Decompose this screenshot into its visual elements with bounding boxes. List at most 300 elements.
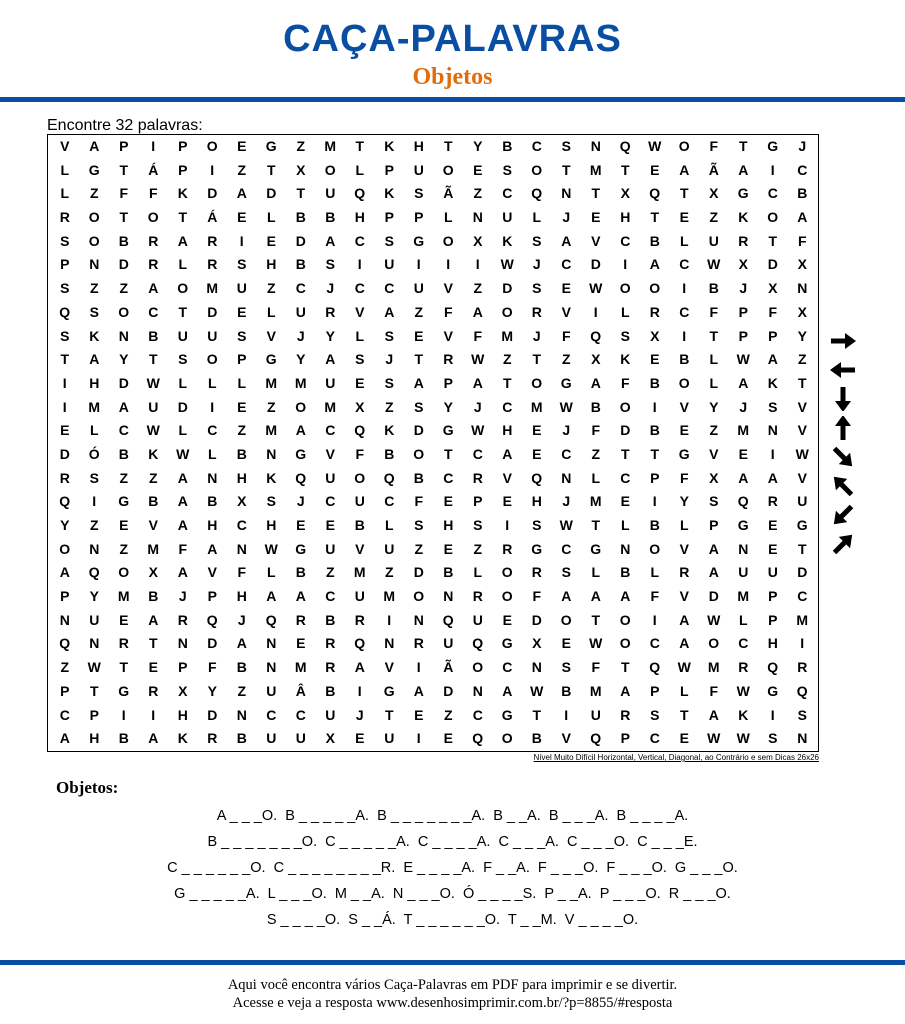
grid-cell[interactable]: C [502, 185, 513, 202]
grid-cell[interactable]: R [472, 469, 483, 486]
grid-cell[interactable]: U [89, 611, 100, 628]
grid-cell[interactable]: T [591, 185, 601, 202]
grid-cell[interactable]: O [649, 540, 661, 557]
grid-cell[interactable]: M [353, 564, 366, 581]
grid-cell[interactable]: J [473, 398, 482, 415]
grid-cell[interactable]: D [207, 303, 218, 320]
grid-cell[interactable]: B [148, 493, 159, 510]
grid-cell[interactable]: A [738, 161, 749, 178]
grid-cell[interactable]: S [414, 185, 424, 202]
grid-cell[interactable]: O [501, 564, 513, 581]
grid-cell[interactable]: F [119, 185, 129, 202]
grid-cell[interactable]: U [236, 280, 247, 297]
grid-cell[interactable]: A [561, 588, 572, 605]
grid-cell[interactable]: J [739, 280, 748, 297]
grid-cell[interactable]: T [679, 706, 689, 723]
grid-cell[interactable]: J [296, 327, 305, 344]
grid-cell[interactable]: A [89, 138, 100, 154]
grid-cell[interactable]: M [88, 398, 101, 415]
grid-cell[interactable]: S [384, 374, 394, 391]
grid-cell[interactable]: K [384, 422, 395, 439]
grid-cell[interactable]: V [148, 517, 158, 533]
grid-cell[interactable]: E [355, 374, 365, 391]
grid-cell[interactable]: K [767, 374, 778, 391]
grid-cell[interactable]: R [649, 303, 660, 320]
grid-cell[interactable]: Z [119, 469, 129, 486]
grid-cell[interactable]: Y [797, 327, 807, 344]
grid-cell[interactable]: E [679, 422, 689, 439]
grid-cell[interactable]: L [178, 374, 188, 391]
grid-cell[interactable]: Q [531, 469, 543, 486]
grid-cell[interactable]: K [620, 351, 631, 368]
grid-cell[interactable]: E [591, 209, 601, 226]
grid-cell[interactable]: G [265, 351, 277, 368]
grid-cell[interactable]: I [682, 327, 687, 344]
grid-cell[interactable]: C [384, 493, 395, 510]
grid-cell[interactable]: D [767, 256, 778, 273]
grid-cell[interactable]: K [502, 232, 513, 249]
grid-cell[interactable]: V [591, 232, 601, 249]
grid-cell[interactable]: A [590, 374, 601, 391]
grid-cell[interactable]: L [266, 564, 276, 581]
grid-cell[interactable]: N [443, 588, 454, 605]
grid-cell[interactable]: C [354, 280, 365, 297]
grid-cell[interactable]: S [561, 659, 571, 676]
grid-cell[interactable]: N [89, 256, 100, 273]
grid-cell[interactable]: O [501, 588, 513, 605]
grid-cell[interactable]: F [768, 303, 778, 320]
grid-cell[interactable]: S [797, 706, 807, 723]
grid-cell[interactable]: T [89, 682, 99, 699]
grid-cell[interactable]: W [146, 422, 160, 439]
grid-cell[interactable]: N [472, 209, 483, 226]
grid-cell[interactable]: R [325, 659, 336, 676]
grid-cell[interactable]: S [532, 232, 542, 249]
grid-cell[interactable]: S [650, 706, 660, 723]
grid-cell[interactable]: B [325, 682, 336, 699]
grid-cell[interactable]: D [266, 185, 277, 202]
grid-cell[interactable]: Z [119, 280, 129, 297]
grid-cell[interactable]: N [118, 327, 129, 344]
grid-cell[interactable]: K [89, 327, 100, 344]
grid-cell[interactable]: B [679, 351, 690, 368]
grid-cell[interactable]: H [207, 517, 218, 533]
grid-cell[interactable]: R [325, 303, 336, 320]
grid-cell[interactable]: D [797, 564, 808, 581]
grid-cell[interactable]: Z [473, 540, 483, 557]
grid-cell[interactable]: B [118, 730, 129, 747]
grid-cell[interactable]: O [649, 280, 661, 297]
grid-cell[interactable]: N [472, 682, 483, 699]
grid-cell[interactable]: O [442, 232, 454, 249]
grid-cell[interactable]: N [738, 540, 749, 557]
grid-cell[interactable]: C [236, 517, 247, 533]
grid-cell[interactable]: Z [709, 209, 719, 226]
grid-cell[interactable]: N [236, 706, 247, 723]
grid-cell[interactable]: W [707, 256, 721, 273]
grid-cell[interactable]: N [620, 540, 631, 557]
grid-cell[interactable]: G [737, 185, 749, 202]
grid-cell[interactable]: D [708, 588, 719, 605]
grid-cell[interactable]: C [561, 256, 572, 273]
grid-cell[interactable]: Q [206, 611, 218, 628]
grid-cell[interactable]: X [355, 398, 365, 415]
grid-cell[interactable]: C [325, 493, 336, 510]
grid-cell[interactable]: I [416, 256, 421, 273]
grid-cell[interactable]: T [797, 374, 807, 391]
grid-cell[interactable]: C [325, 588, 336, 605]
grid-cell[interactable]: C [148, 303, 159, 320]
grid-cell[interactable]: L [679, 232, 689, 249]
grid-cell[interactable]: O [619, 398, 631, 415]
grid-cell[interactable]: J [562, 422, 571, 439]
grid-cell[interactable]: H [354, 209, 365, 226]
grid-cell[interactable]: Y [473, 138, 483, 154]
grid-cell[interactable]: O [708, 635, 720, 652]
grid-cell[interactable]: W [176, 445, 190, 462]
grid-cell[interactable]: C [531, 138, 542, 154]
grid-cell[interactable]: Q [590, 327, 602, 344]
grid-cell[interactable]: R [148, 682, 159, 699]
grid-cell[interactable]: A [502, 682, 513, 699]
grid-cell[interactable]: C [266, 706, 277, 723]
grid-cell[interactable]: V [679, 398, 689, 415]
grid-cell[interactable]: M [737, 422, 750, 439]
grid-cell[interactable]: U [325, 185, 336, 202]
grid-cell[interactable]: F [561, 327, 571, 344]
grid-cell[interactable]: T [119, 161, 129, 178]
grid-cell[interactable]: R [767, 493, 778, 510]
grid-cell[interactable]: P [650, 469, 660, 486]
grid-cell[interactable]: W [146, 374, 160, 391]
grid-cell[interactable]: M [707, 659, 720, 676]
grid-cell[interactable]: W [736, 351, 750, 368]
grid-cell[interactable]: T [591, 611, 601, 628]
grid-cell[interactable]: R [502, 540, 513, 557]
grid-cell[interactable]: L [266, 209, 276, 226]
grid-cell[interactable]: X [296, 161, 306, 178]
grid-cell[interactable]: B [295, 256, 306, 273]
grid-cell[interactable]: H [236, 469, 247, 486]
grid-cell[interactable]: M [265, 374, 278, 391]
grid-cell[interactable]: I [62, 398, 67, 415]
grid-cell[interactable]: U [738, 564, 749, 581]
grid-cell[interactable]: O [206, 138, 218, 154]
grid-cell[interactable]: A [384, 303, 395, 320]
grid-cell[interactable]: C [738, 635, 749, 652]
grid-cell[interactable]: U [266, 682, 277, 699]
grid-cell[interactable]: S [60, 280, 70, 297]
grid-cell[interactable]: W [648, 138, 662, 154]
grid-cell[interactable]: F [709, 138, 719, 154]
grid-cell[interactable]: O [324, 161, 336, 178]
grid-cell[interactable]: S [237, 256, 247, 273]
grid-cell[interactable]: N [561, 185, 572, 202]
grid-cell[interactable]: U [325, 706, 336, 723]
grid-cell[interactable]: Z [266, 398, 276, 415]
grid-cell[interactable]: L [266, 303, 276, 320]
grid-cell[interactable]: P [650, 682, 660, 699]
grid-cell[interactable]: Z [296, 138, 306, 154]
grid-cell[interactable]: E [237, 303, 247, 320]
grid-cell[interactable]: B [236, 659, 247, 676]
grid-cell[interactable]: S [768, 398, 778, 415]
grid-cell[interactable]: B [295, 564, 306, 581]
grid-cell[interactable]: K [384, 185, 395, 202]
grid-cell[interactable]: P [768, 611, 778, 628]
grid-cell[interactable]: Z [473, 185, 483, 202]
grid-cell[interactable]: O [531, 161, 543, 178]
grid-cell[interactable]: Q [354, 635, 366, 652]
grid-cell[interactable]: A [236, 185, 247, 202]
grid-cell[interactable]: I [623, 256, 628, 273]
grid-cell[interactable]: P [768, 327, 778, 344]
grid-cell[interactable]: N [561, 469, 572, 486]
grid-cell[interactable]: A [413, 682, 424, 699]
grid-cell[interactable]: S [266, 493, 276, 510]
grid-cell[interactable]: U [325, 540, 336, 557]
grid-cell[interactable]: F [620, 374, 630, 391]
grid-cell[interactable]: O [88, 209, 100, 226]
grid-cell[interactable]: Z [709, 422, 719, 439]
grid-cell[interactable]: U [354, 588, 365, 605]
grid-cell[interactable]: I [416, 659, 421, 676]
grid-cell[interactable]: V [797, 398, 807, 415]
grid-cell[interactable]: H [413, 138, 424, 154]
grid-cell[interactable]: U [295, 303, 306, 320]
grid-cell[interactable]: A [354, 659, 365, 676]
grid-cell[interactable]: R [531, 303, 542, 320]
grid-cell[interactable]: N [531, 659, 542, 676]
grid-cell[interactable]: L [384, 517, 394, 533]
grid-cell[interactable]: I [239, 232, 244, 249]
grid-cell[interactable]: T [620, 659, 630, 676]
grid-cell[interactable]: I [475, 256, 480, 273]
grid-cell[interactable]: Y [443, 398, 453, 415]
grid-cell[interactable]: L [650, 564, 660, 581]
grid-cell[interactable]: A [295, 588, 306, 605]
grid-cell[interactable]: C [354, 232, 365, 249]
grid-cell[interactable]: J [296, 493, 305, 510]
grid-cell[interactable]: A [767, 351, 778, 368]
grid-cell[interactable]: P [738, 303, 748, 320]
grid-cell[interactable]: I [387, 611, 392, 628]
grid-cell[interactable]: O [295, 398, 307, 415]
grid-cell[interactable]: U [708, 232, 719, 249]
grid-cell[interactable]: G [265, 138, 277, 154]
grid-cell[interactable]: X [650, 327, 660, 344]
grid-cell[interactable]: C [295, 280, 306, 297]
grid-cell[interactable]: O [531, 374, 543, 391]
grid-cell[interactable]: M [589, 682, 602, 699]
grid-cell[interactable]: N [797, 280, 808, 297]
grid-cell[interactable]: O [619, 635, 631, 652]
grid-cell[interactable]: J [562, 209, 571, 226]
grid-cell[interactable]: R [472, 588, 483, 605]
grid-cell[interactable]: N [797, 730, 808, 747]
grid-cell[interactable]: T [148, 635, 158, 652]
grid-cell[interactable]: D [295, 232, 306, 249]
grid-cell[interactable]: T [443, 445, 453, 462]
grid-cell[interactable]: Z [89, 185, 99, 202]
grid-cell[interactable]: R [148, 232, 159, 249]
grid-cell[interactable]: B [325, 209, 336, 226]
grid-cell[interactable]: U [767, 564, 778, 581]
grid-cell[interactable]: E [148, 659, 158, 676]
grid-cell[interactable]: Y [325, 327, 335, 344]
grid-cell[interactable]: J [355, 706, 364, 723]
grid-cell[interactable]: C [325, 422, 336, 439]
grid-cell[interactable]: H [767, 635, 778, 652]
grid-cell[interactable]: W [589, 635, 603, 652]
grid-cell[interactable]: Q [737, 493, 749, 510]
grid-cell[interactable]: R [148, 256, 159, 273]
grid-cell[interactable]: B [236, 730, 247, 747]
grid-cell[interactable]: C [59, 706, 70, 723]
grid-cell[interactable]: W [736, 682, 750, 699]
grid-cell[interactable]: A [325, 232, 336, 249]
grid-cell[interactable]: U [354, 493, 365, 510]
grid-cell[interactable]: N [413, 611, 424, 628]
grid-cell[interactable]: K [738, 209, 749, 226]
grid-cell[interactable]: G [118, 493, 130, 510]
grid-cell[interactable]: A [738, 469, 749, 486]
grid-cell[interactable]: W [559, 398, 573, 415]
grid-cell[interactable]: C [679, 256, 690, 273]
grid-cell[interactable]: D [413, 564, 424, 581]
grid-cell[interactable]: F [148, 185, 158, 202]
grid-cell[interactable]: A [649, 256, 660, 273]
grid-cell[interactable]: E [237, 138, 247, 154]
grid-cell[interactable]: D [590, 256, 601, 273]
grid-cell[interactable]: M [589, 161, 602, 178]
grid-cell[interactable]: B [531, 730, 542, 747]
grid-cell[interactable]: P [207, 588, 217, 605]
grid-cell[interactable]: Ó [88, 445, 100, 462]
grid-cell[interactable]: A [620, 682, 631, 699]
grid-cell[interactable]: Q [59, 635, 71, 652]
grid-cell[interactable]: E [325, 517, 335, 533]
grid-cell[interactable]: P [473, 493, 483, 510]
grid-cell[interactable]: E [561, 635, 571, 652]
grid-cell[interactable]: B [413, 469, 424, 486]
grid-cell[interactable]: Z [237, 161, 247, 178]
grid-cell[interactable]: P [738, 327, 748, 344]
grid-cell[interactable]: T [178, 303, 188, 320]
grid-cell[interactable]: B [649, 517, 660, 533]
grid-cell[interactable]: I [121, 706, 126, 723]
grid-cell[interactable]: A [207, 540, 218, 557]
grid-cell[interactable]: B [325, 611, 336, 628]
grid-cell[interactable]: E [414, 327, 424, 344]
grid-cell[interactable]: W [707, 611, 721, 628]
grid-cell[interactable]: V [325, 445, 335, 462]
grid-cell[interactable]: N [266, 659, 277, 676]
grid-cell[interactable]: A [472, 303, 483, 320]
grid-cell[interactable]: E [296, 635, 306, 652]
grid-cell[interactable]: L [473, 564, 483, 581]
grid-cell[interactable]: P [237, 351, 247, 368]
grid-cell[interactable]: N [590, 138, 601, 154]
grid-cell[interactable]: G [413, 232, 425, 249]
grid-cell[interactable]: L [591, 564, 601, 581]
grid-cell[interactable]: X [709, 469, 719, 486]
grid-cell[interactable]: S [237, 327, 247, 344]
grid-cell[interactable]: A [266, 588, 277, 605]
grid-cell[interactable]: S [768, 730, 778, 747]
grid-cell[interactable]: Z [473, 280, 483, 297]
grid-cell[interactable]: N [59, 611, 70, 628]
grid-cell[interactable]: Q [295, 469, 307, 486]
grid-cell[interactable]: Q [649, 659, 661, 676]
grid-cell[interactable]: G [531, 540, 543, 557]
grid-cell[interactable]: E [738, 445, 748, 462]
grid-cell[interactable]: L [207, 445, 217, 462]
grid-cell[interactable]: I [210, 161, 215, 178]
grid-cell[interactable]: T [561, 161, 571, 178]
grid-cell[interactable]: E [679, 209, 689, 226]
grid-cell[interactable]: L [532, 209, 542, 226]
grid-cell[interactable]: F [591, 659, 601, 676]
grid-cell[interactable]: N [177, 635, 188, 652]
grid-cell[interactable]: C [118, 422, 129, 439]
grid-cell[interactable]: U [502, 209, 513, 226]
grid-cell[interactable]: D [443, 682, 454, 699]
grid-cell[interactable]: J [385, 351, 394, 368]
grid-cell[interactable]: Q [472, 635, 484, 652]
grid-cell[interactable]: F [650, 588, 660, 605]
grid-cell[interactable]: O [354, 469, 366, 486]
grid-cell[interactable]: U [384, 256, 395, 273]
grid-cell[interactable]: B [148, 327, 159, 344]
grid-cell[interactable]: A [325, 351, 336, 368]
grid-cell[interactable]: H [236, 588, 247, 605]
grid-cell[interactable]: F [355, 445, 365, 462]
grid-cell[interactable]: S [325, 256, 335, 273]
grid-cell[interactable]: E [237, 398, 247, 415]
grid-cell[interactable]: A [708, 564, 719, 581]
grid-cell[interactable]: U [472, 611, 483, 628]
grid-cell[interactable]: Y [679, 493, 689, 510]
grid-cell[interactable]: B [502, 138, 513, 154]
grid-cell[interactable]: R [531, 564, 542, 581]
grid-cell[interactable]: X [709, 185, 719, 202]
grid-cell[interactable]: F [414, 493, 424, 510]
grid-cell[interactable]: O [413, 445, 425, 462]
grid-cell[interactable]: V [797, 469, 807, 486]
grid-cell[interactable]: M [530, 398, 543, 415]
grid-cell[interactable]: Z [384, 398, 394, 415]
grid-cell[interactable]: A [177, 517, 188, 533]
grid-cell[interactable]: A [148, 730, 159, 747]
grid-cell[interactable]: H [502, 422, 513, 439]
grid-cell[interactable]: V [60, 138, 70, 154]
grid-cell[interactable]: G [678, 445, 690, 462]
grid-cell[interactable]: R [354, 611, 365, 628]
grid-cell[interactable]: C [797, 161, 808, 178]
grid-cell[interactable]: Q [265, 611, 277, 628]
grid-cell[interactable]: P [178, 659, 188, 676]
grid-cell[interactable]: T [650, 445, 660, 462]
grid-cell[interactable]: G [590, 540, 602, 557]
grid-cell[interactable]: D [118, 374, 129, 391]
grid-cell[interactable]: U [325, 374, 336, 391]
grid-cell[interactable]: S [414, 517, 424, 533]
grid-cell[interactable]: T [768, 232, 778, 249]
grid-cell[interactable]: Z [89, 517, 99, 533]
grid-cell[interactable]: R [738, 232, 749, 249]
grid-cell[interactable]: K [384, 138, 395, 154]
